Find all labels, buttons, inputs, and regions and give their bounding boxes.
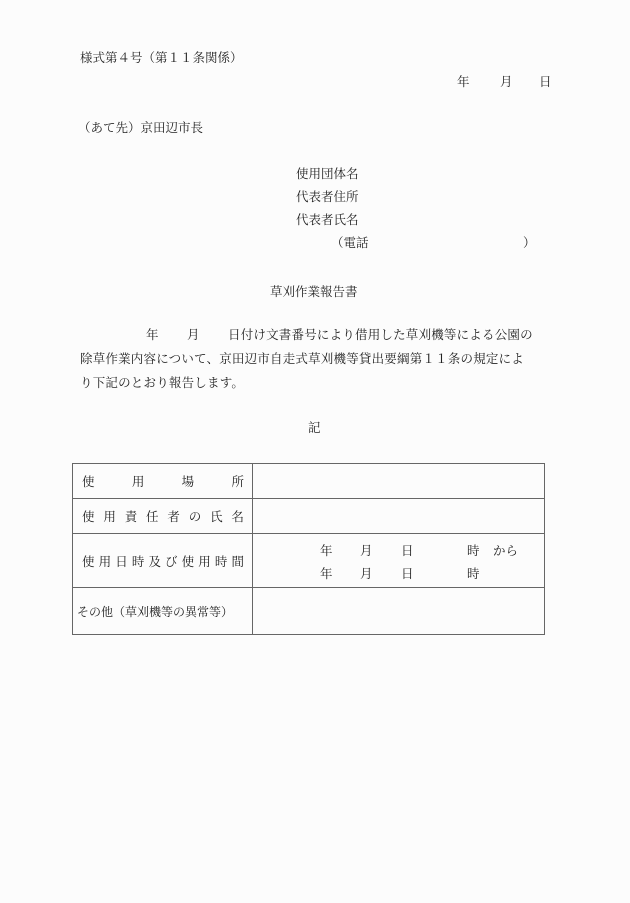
responsible-person-label [73, 499, 253, 534]
label-char: 用 [198, 553, 211, 569]
label-char: 用 [98, 553, 112, 569]
date-year-label: 年 [457, 74, 470, 89]
label-char: 任 [146, 509, 159, 524]
body-month-label: 月 [187, 327, 200, 342]
from-label: から [493, 542, 519, 558]
end-datetime [253, 561, 544, 584]
label-char: 者 [167, 509, 180, 524]
label-char: 使 [82, 474, 95, 489]
start-month-label: 月 [360, 542, 373, 558]
usage-datetime-label [73, 534, 253, 588]
label-char: 用 [103, 509, 116, 524]
table-row-responsible-person [73, 499, 545, 534]
other-field[interactable] [253, 588, 545, 635]
label-char: 日 [115, 553, 128, 569]
usage-location-field[interactable] [253, 464, 545, 499]
representative-address-label: 代表者住所 [296, 189, 359, 204]
label-char: 使 [82, 553, 95, 569]
end-month-label: 月 [360, 565, 373, 581]
label-char: 責 [124, 509, 138, 524]
responsible-person-field[interactable] [253, 499, 545, 534]
label-char: の [188, 509, 202, 524]
report-table [72, 463, 545, 635]
end-hour-label: 時 [467, 565, 480, 581]
table-row-other [73, 588, 545, 635]
usage-location-label [73, 464, 253, 499]
label-char: 所 [231, 474, 244, 489]
table-row-usage-datetime [73, 534, 545, 588]
start-year-label: 年 [320, 542, 333, 558]
end-day-label: 日 [401, 565, 414, 581]
label-char: 使 [82, 509, 95, 524]
ki-heading: 記 [308, 420, 321, 435]
usage-datetime-field[interactable] [253, 534, 545, 588]
date-month-label: 月 [500, 74, 513, 89]
body-line-2: 除草作業内容について、京田辺市自走式草刈機等貸出要綱第１１条の規定によ [80, 351, 525, 366]
body-year-label: 年 [146, 327, 159, 342]
label-char: 氏 [210, 509, 223, 524]
representative-name-label: 代表者氏名 [296, 212, 359, 227]
start-hour-label: 時 [467, 542, 480, 558]
table-row-usage-location [73, 464, 545, 499]
label-char: 間 [231, 553, 244, 569]
end-year-label: 年 [320, 565, 333, 581]
label-char: 名 [231, 509, 244, 524]
start-day-label: 日 [401, 542, 414, 558]
group-name-label: 使用団体名 [296, 166, 359, 181]
start-datetime [253, 538, 544, 561]
addressee: （あて先）京田辺市長 [78, 120, 204, 135]
phone-label: （電話 [331, 235, 369, 250]
phone-close-paren: ） [523, 235, 536, 250]
label-char: 時 [214, 553, 228, 569]
label-char: 用 [131, 474, 145, 489]
form-number: 様式第４号（第１１条関係） [80, 50, 243, 65]
document-title: 草刈作業報告書 [270, 284, 358, 299]
label-char: び [165, 553, 178, 569]
label-char: 使 [181, 553, 195, 569]
other-label: その他（草刈機等の異常等） [73, 588, 253, 635]
body-line-3: り下記のとおり報告します。 [80, 375, 245, 390]
date-day-label: 日 [539, 74, 552, 89]
label-char: 時 [131, 553, 145, 569]
label-char: 及 [148, 553, 161, 569]
label-char: 場 [181, 474, 195, 489]
body-line-1-text: 日付け文書番号により借用した草刈機等による公園の [228, 327, 533, 342]
